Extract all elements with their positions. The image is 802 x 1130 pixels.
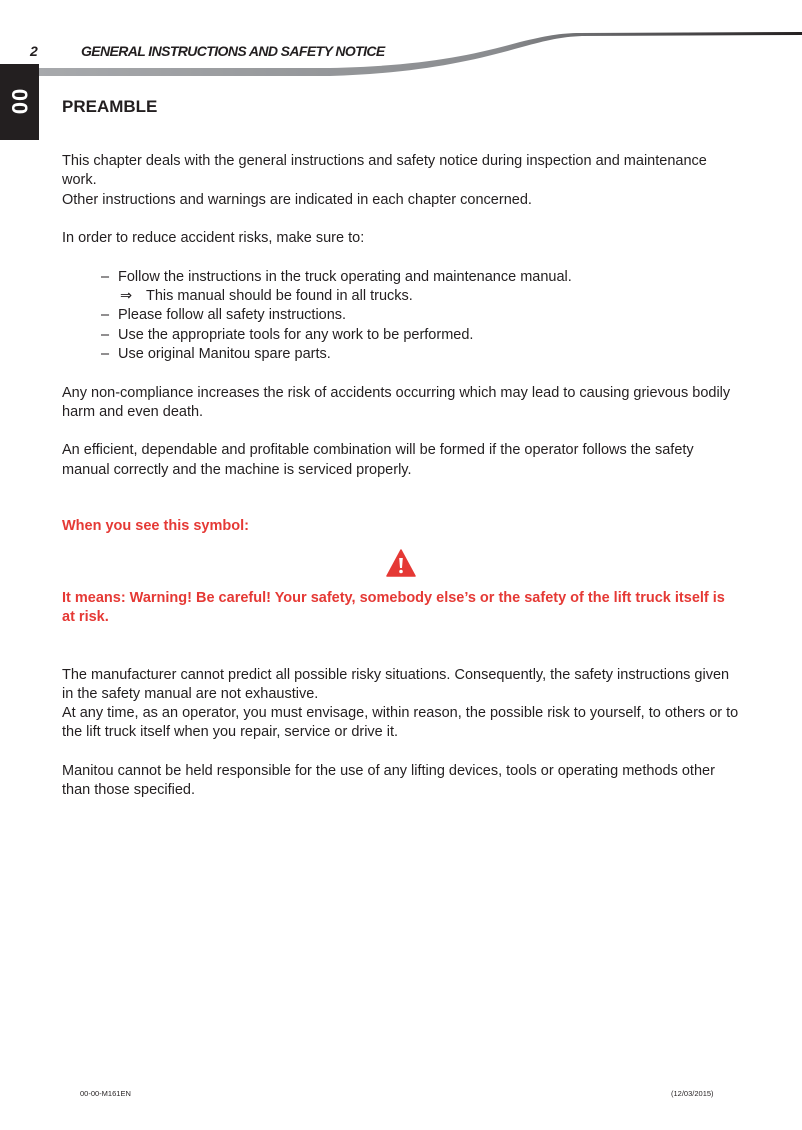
symbol-meaning: It means: Warning! Be careful! Your safety, somebody else’s or the safety of the lift truck itself is at risk. bbox=[62, 589, 725, 625]
list-item: – Use the appropriate tools for any work to be performed. bbox=[62, 326, 740, 345]
list-dash: – bbox=[101, 307, 110, 324]
page-number: 2 bbox=[30, 43, 38, 59]
list-dash: – bbox=[101, 345, 110, 362]
list-dash: – bbox=[101, 268, 110, 285]
section-heading: PREAMBLE bbox=[62, 97, 158, 116]
warning-triangle-icon bbox=[386, 549, 416, 577]
document-date: (12/03/2015) bbox=[671, 1089, 714, 1098]
safety-checklist bbox=[62, 268, 740, 364]
paragraph-other-instructions: Other instructions and warnings are indicated in each chapter concerned. bbox=[62, 191, 532, 208]
document-code: 00-00-M161EN bbox=[80, 1089, 131, 1098]
list-item: – Follow the instructions in the truck operating and maintenance manual. bbox=[62, 268, 740, 287]
list-dash: – bbox=[101, 326, 110, 343]
list-item: – Use original Manitou spare parts. bbox=[62, 345, 740, 364]
document-body bbox=[62, 152, 740, 801]
list-subitem: ⇒ This manual should be found in all trucks. bbox=[62, 287, 740, 306]
list-item: – Please follow all safety instructions. bbox=[62, 306, 740, 325]
paragraph-chapter-intro: This chapter deals with the general instructions and safety notice during inspection and maintenance work. bbox=[62, 153, 707, 189]
symbol-label: When you see this symbol: bbox=[62, 518, 249, 535]
running-title: GENERAL INSTRUCTIONS AND SAFETY NOTICE bbox=[81, 43, 385, 59]
implies-arrow-icon: ⇒ bbox=[120, 288, 133, 305]
chapter-number: 00 bbox=[7, 88, 33, 116]
paragraph-noncompliance: Any non-compliance increases the risk of accidents occurring which may lead to causing grievous bodily harm and even death. bbox=[62, 384, 731, 420]
paragraph-responsibility: Manitou cannot be held responsible for the use of any lifting devices, tools or operating methods other than those specified. bbox=[62, 763, 715, 799]
chapter-tab bbox=[0, 64, 39, 140]
paragraph-operator-risk: At any time, as an operator, you must envisage, within reason, the possible risk to yourself, to others or to the lift truck itself when you repair, service or drive it. bbox=[62, 705, 739, 741]
header-swoosh-decoration bbox=[0, 28, 802, 88]
paragraph-manufacturer: The manufacturer cannot predict all possible risky situations. Consequently, the safety instructions given in the safety manual are not exhaustive. bbox=[62, 666, 730, 702]
paragraph-efficient-combination: An efficient, dependable and profitable combination will be formed if the operator follows the safety manual correctly and the machine is serviced properly. bbox=[62, 442, 694, 478]
paragraph-risk-intro: In order to reduce accident risks, make sure to: bbox=[62, 230, 365, 247]
